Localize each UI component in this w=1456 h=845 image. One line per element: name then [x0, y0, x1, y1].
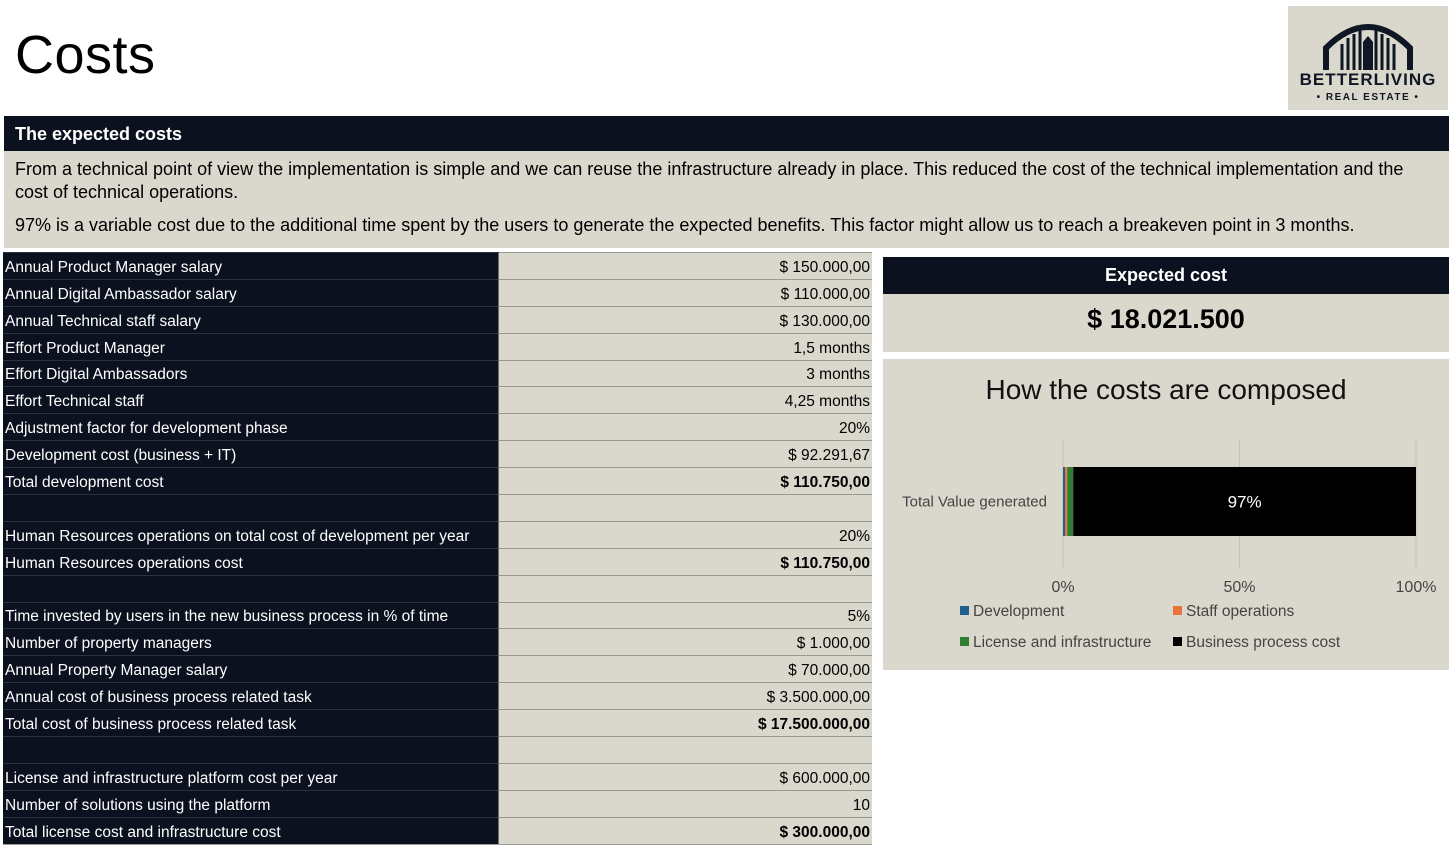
expected-cost-header: Expected cost — [883, 257, 1449, 294]
category-label: Total Value generated — [902, 493, 1047, 511]
table-row — [3, 333, 872, 360]
legend-label: Development — [973, 603, 1065, 620]
row-label: Total cost of business process related task — [3, 710, 498, 737]
intro-text — [4, 151, 1449, 248]
row-value: $ 70.000,00 — [498, 656, 872, 683]
row-value: $ 110.750,00 — [498, 468, 872, 495]
row-label: Annual Digital Ambassador salary — [3, 279, 498, 306]
table-row — [3, 602, 872, 629]
chart-title: How the costs are composed — [985, 374, 1347, 405]
row-value: $ 110.750,00 — [498, 548, 872, 575]
intro-paragraph: From a technical point of view the implementation is simple and we can reuse the infrastructure already in place. This reduced the cost of the technical implementation and the cost of technical operations. — [15, 159, 1404, 202]
legend-label: License and infrastructure — [973, 634, 1152, 651]
row-label: Total license cost and infrastructure cost — [3, 817, 498, 844]
row-value: $ 110.000,00 — [498, 279, 872, 306]
row-label: Development cost (business + IT) — [3, 441, 498, 468]
chart-svg — [883, 359, 1449, 670]
row-label: Number of property managers — [3, 629, 498, 656]
logo-name: BETTERLIVING — [1299, 70, 1437, 89]
row-value: 5% — [498, 602, 872, 629]
row-value — [498, 495, 872, 522]
row-value: $ 600.000,00 — [498, 763, 872, 790]
row-label: Total development cost — [3, 468, 498, 495]
page-title: Costs — [15, 25, 156, 85]
cost-composition-chart — [883, 359, 1449, 670]
row-label — [3, 737, 498, 764]
table-row — [3, 253, 872, 280]
legend-label: Staff operations — [1186, 603, 1295, 620]
row-value: $ 300.000,00 — [498, 817, 872, 844]
row-value — [498, 575, 872, 602]
table-row — [3, 279, 872, 306]
table-row — [3, 495, 872, 522]
bar-segment — [1063, 467, 1065, 536]
company-logo — [1288, 6, 1448, 110]
legend-swatch — [960, 637, 969, 646]
expected-cost-value: $ 18.021.500 — [883, 294, 1449, 352]
legend-swatch — [960, 606, 969, 615]
table-row — [3, 790, 872, 817]
logo-subtitle: • REAL ESTATE • — [1316, 92, 1420, 103]
table-row — [3, 387, 872, 414]
row-value: $ 3.500.000,00 — [498, 683, 872, 710]
table-row — [3, 468, 872, 495]
row-value: $ 130.000,00 — [498, 306, 872, 333]
row-label: Annual Property Manager salary — [3, 656, 498, 683]
row-label: Effort Product Manager — [3, 333, 498, 360]
table-row — [3, 737, 872, 764]
tick-label: 0% — [1051, 579, 1075, 596]
table-row — [3, 683, 872, 710]
row-label: Effort Digital Ambassadors — [3, 360, 498, 387]
house-logo-icon — [1318, 14, 1418, 72]
row-label: Time invested by users in the new business process in % of time — [3, 602, 498, 629]
table-row — [3, 575, 872, 602]
row-label: Annual cost of business process related task — [3, 683, 498, 710]
intro-paragraph: 97% is a variable cost due to the additional time spent by the users to generate the expected benefits. This factor might allow us to reach a breakeven point in 3 months. — [15, 215, 1355, 235]
row-label: Human Resources operations cost — [3, 548, 498, 575]
legend-label: Business process cost — [1186, 634, 1341, 651]
table-row — [3, 548, 872, 575]
table-row — [3, 360, 872, 387]
row-value: $ 150.000,00 — [498, 253, 872, 280]
row-value: $ 1.000,00 — [498, 629, 872, 656]
row-label: Adjustment factor for development phase — [3, 414, 498, 441]
cost-table — [3, 252, 872, 845]
table-row — [3, 763, 872, 790]
tick-label: 50% — [1223, 579, 1256, 596]
data-label: 97% — [1227, 492, 1262, 512]
bar-segment — [1067, 467, 1073, 536]
row-value — [498, 737, 872, 764]
row-label: Human Resources operations on total cost of development per year — [3, 521, 498, 548]
table-row — [3, 629, 872, 656]
row-value: $ 92.291,67 — [498, 441, 872, 468]
row-value: 20% — [498, 414, 872, 441]
legend-swatch — [1173, 637, 1182, 646]
row-label — [3, 495, 498, 522]
row-value: 1,5 months — [498, 333, 872, 360]
row-value: 3 months — [498, 360, 872, 387]
table-row — [3, 441, 872, 468]
table-row — [3, 656, 872, 683]
row-label — [3, 575, 498, 602]
row-label: Number of solutions using the platform — [3, 790, 498, 817]
bar-segment — [1065, 467, 1067, 536]
row-label: Effort Technical staff — [3, 387, 498, 414]
table-row — [3, 817, 872, 844]
table-row — [3, 306, 872, 333]
row-label: License and infrastructure platform cost per year — [3, 763, 498, 790]
section-header: The expected costs — [4, 116, 1449, 151]
row-label: Annual Product Manager salary — [3, 253, 498, 280]
row-value: 4,25 months — [498, 387, 872, 414]
table-row — [3, 414, 872, 441]
tick-label: 100% — [1395, 579, 1437, 596]
legend-swatch — [1173, 606, 1182, 615]
row-value: 10 — [498, 790, 872, 817]
table-row — [3, 710, 872, 737]
row-label: Annual Technical staff salary — [3, 306, 498, 333]
row-value: $ 17.500.000,00 — [498, 710, 872, 737]
table-row — [3, 521, 872, 548]
row-value: 20% — [498, 521, 872, 548]
